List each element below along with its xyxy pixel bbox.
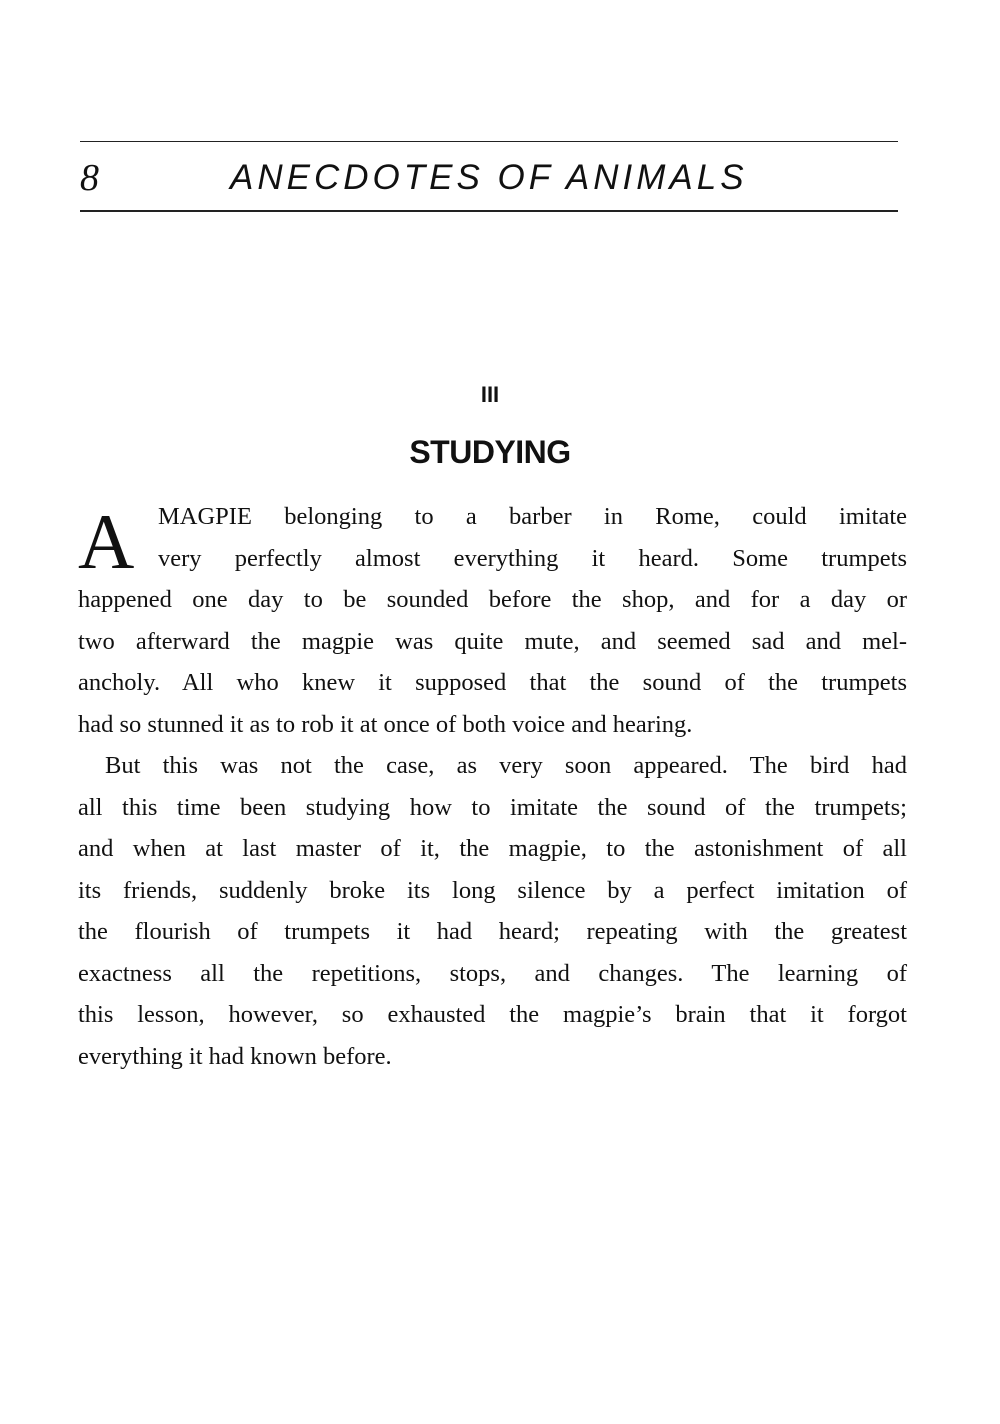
paragraph-1-line-5: ancholy. All who knew it supposed that the sound of the trumpets xyxy=(78,669,907,696)
paragraph-2-line-4: its friends, suddenly broke its long silence by a perfect imitation of xyxy=(78,876,907,904)
paragraph-2-line-7: this lesson, however, so exhausted the magpie’s brain that it forgot xyxy=(78,1001,907,1028)
paragraph-2-line-3: and when at last master of it, the magpie, to the astonishment of all xyxy=(78,835,907,862)
paragraph-1-line-6: had so stunned it as to rob it at once of both voice and hearing. xyxy=(78,710,693,738)
paragraph-2-line-2: all this time been studying how to imitate the sound of the trumpets; xyxy=(78,793,907,821)
header-bottom-rule xyxy=(80,210,898,212)
chapter-number: III xyxy=(480,382,500,407)
paragraph-2-line-5: the flourish of trumpets it had heard; repeating with the greatest xyxy=(78,918,907,945)
paragraph-1-line-2: very perfectly almost everything it heard. Some trumpets xyxy=(158,544,907,572)
paragraph-1-line-3: happened one day to be sounded before the shop, and for a day or xyxy=(78,586,907,613)
chapter-body xyxy=(78,496,907,1077)
running-title: ANECDOTES OF ANIMALS xyxy=(230,158,748,197)
paragraph-2-line-1: But this was not the case, as very soon appeared. The bird had xyxy=(105,752,907,779)
paragraph-2-line-8: everything it had known before. xyxy=(78,1042,392,1070)
chapter-title: STUDYING xyxy=(409,434,571,470)
paragraph-2-line-6: exactness all the repetitions, stops, and changes. The learning of xyxy=(78,959,907,987)
paragraph-1 xyxy=(78,496,907,745)
paragraph-2 xyxy=(78,745,907,1077)
page-number: 8 xyxy=(80,157,99,199)
paragraph-1-line-1: MAGPIE belonging to a barber in Rome, could imitate xyxy=(158,503,907,530)
header-top-rule xyxy=(80,141,898,142)
running-header xyxy=(80,152,898,204)
drop-cap: A xyxy=(78,498,135,585)
paragraph-1-line-4: two afterward the magpie was quite mute, and seemed sad and mel- xyxy=(78,627,907,655)
